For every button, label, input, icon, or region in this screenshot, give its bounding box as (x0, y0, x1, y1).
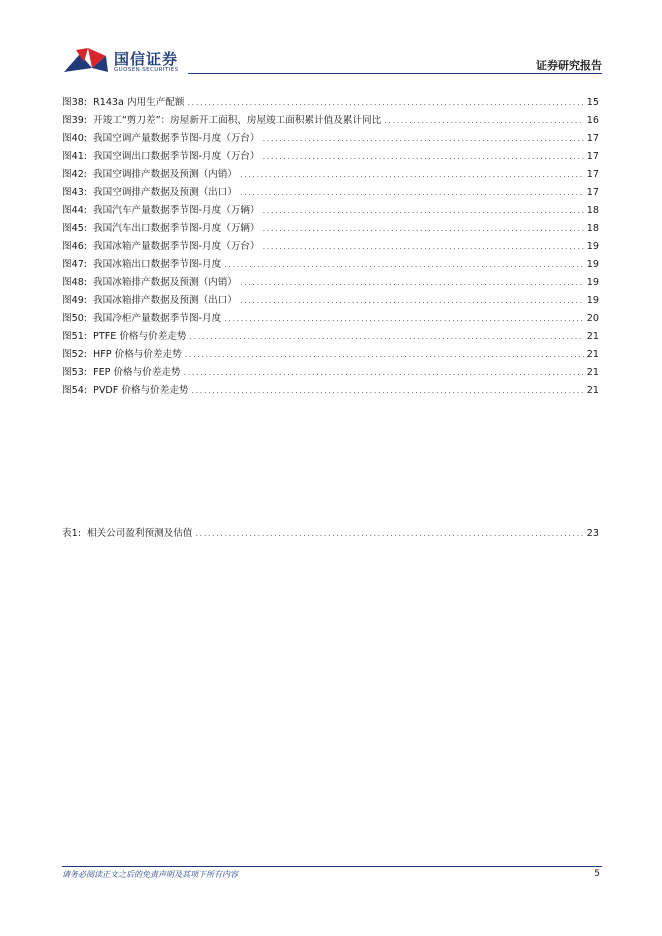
toc-leader (184, 365, 584, 381)
toc-page: 19 (586, 241, 599, 252)
toc-row[interactable] (62, 221, 599, 237)
toc-row[interactable] (62, 257, 599, 273)
page-number: 5 (594, 869, 600, 879)
footer-divider (62, 866, 602, 867)
toc-label: 图39: (62, 115, 88, 126)
toc-label: 图53: (62, 367, 88, 378)
toc-page: 16 (586, 115, 599, 126)
toc-title: FEP 价格与价差走势 (93, 367, 181, 378)
toc-title: R143a 内用生产配额 (93, 97, 185, 108)
toc-row[interactable] (62, 95, 599, 111)
logo-text-cn: 国信证券 (114, 50, 179, 68)
toc-title: 我国空调排产数据及预测（内销） (93, 169, 237, 180)
toc-leader (263, 221, 584, 237)
toc-label: 图54: (62, 385, 88, 396)
toc-leader (240, 167, 584, 183)
toc-title: 我国汽车出口数据季节图-月度（万辆） (93, 223, 260, 234)
toc-leader (240, 275, 584, 291)
toc-label: 图45: (62, 223, 88, 234)
toc-page: 17 (586, 133, 599, 144)
toc-row[interactable] (62, 526, 599, 542)
toc-page: 19 (586, 259, 599, 270)
toc-page: 21 (586, 349, 599, 360)
toc-page: 20 (586, 313, 599, 324)
toc-title: 开竣工“剪刀差”：房屋新开工面积、房屋竣工面积累计值及累计同比 (93, 115, 382, 126)
toc-row[interactable] (62, 149, 599, 165)
toc-row[interactable] (62, 311, 599, 327)
toc-row[interactable] (62, 167, 599, 183)
toc-title: PTFE 价格与价差走势 (93, 331, 187, 342)
toc-title: 我国空调产量数据季节图-月度（万台） (93, 133, 260, 144)
toc-row[interactable] (62, 329, 599, 345)
toc-leader (192, 383, 584, 399)
toc-title: 我国冰箱排产数据及预测（出口） (93, 295, 237, 306)
toc-title: HFP 价格与价差走势 (93, 349, 182, 360)
toc-label: 图41: (62, 151, 88, 162)
toc-leader (240, 293, 584, 309)
toc-row[interactable] (62, 185, 599, 201)
toc-page: 18 (586, 205, 599, 216)
toc-title: 我国冰箱排产数据及预测（内销） (93, 277, 237, 288)
toc-leader (240, 185, 584, 201)
toc-title: 我国汽车产量数据季节图-月度（万辆） (93, 205, 260, 216)
toc-label: 图50: (62, 313, 88, 324)
toc-label: 表1: (62, 528, 81, 539)
toc-leader (384, 113, 584, 129)
toc-leader (189, 329, 583, 345)
toc-row[interactable] (62, 293, 599, 309)
toc-leader (224, 311, 584, 327)
toc-label: 图42: (62, 169, 88, 180)
toc-leader (195, 526, 583, 542)
toc-page: 21 (586, 385, 599, 396)
toc-label: 图52: (62, 349, 88, 360)
toc-label: 图43: (62, 187, 88, 198)
toc-title: 我国冷柜产量数据季节图-月度 (93, 313, 222, 324)
toc-row[interactable] (62, 275, 599, 291)
toc-leader (263, 131, 584, 147)
toc-page: 19 (586, 277, 599, 288)
footer-disclaimer: 请务必阅读正文之后的免责声明及其项下所有内容 (62, 870, 238, 879)
toc-label: 图48: (62, 277, 88, 288)
toc-page: 21 (586, 331, 599, 342)
toc-title: 我国冰箱产量数据季节图-月度（万台） (93, 241, 260, 252)
toc-leader (185, 347, 584, 363)
guosen-logo-icon (62, 46, 110, 76)
toc-page: 17 (586, 187, 599, 198)
header-divider (188, 73, 602, 74)
company-logo (62, 44, 192, 78)
report-type-label: 证券研究报告 (536, 59, 602, 72)
toc-leader (263, 149, 584, 165)
toc-page: 19 (586, 295, 599, 306)
toc-title: 我国空调排产数据及预测（出口） (93, 187, 237, 198)
toc-row[interactable] (62, 203, 599, 219)
toc-title: 相关公司盈利预测及估值 (86, 528, 193, 539)
toc-page: 23 (586, 528, 599, 539)
toc-row[interactable] (62, 383, 599, 399)
toc-label: 图49: (62, 295, 88, 306)
toc-page: 21 (586, 367, 599, 378)
logo-text-en: GUOSEN SECURITIES (114, 67, 179, 73)
toc-leader (188, 95, 584, 111)
toc-title: 我国冰箱出口数据季节图-月度 (93, 259, 222, 270)
toc-leader (224, 257, 584, 273)
toc-leader (263, 239, 584, 255)
toc-row[interactable] (62, 239, 599, 255)
toc-label: 图51: (62, 331, 88, 342)
toc-label: 图40: (62, 133, 88, 144)
toc-page: 17 (586, 151, 599, 162)
toc-label: 图44: (62, 205, 88, 216)
toc-page: 15 (586, 97, 599, 108)
toc-row[interactable] (62, 365, 599, 381)
toc-label: 图47: (62, 259, 88, 270)
toc-label: 图38: (62, 97, 88, 108)
toc-leader (263, 203, 584, 219)
toc-row[interactable] (62, 347, 599, 363)
toc-row[interactable] (62, 131, 599, 147)
toc-title: 我国空调出口数据季节图-月度（万台） (93, 151, 260, 162)
toc-page: 18 (586, 223, 599, 234)
toc-title: PVDF 价格与价差走势 (93, 385, 189, 396)
toc-page: 17 (586, 169, 599, 180)
toc-row[interactable] (62, 113, 599, 129)
toc-label: 图46: (62, 241, 88, 252)
